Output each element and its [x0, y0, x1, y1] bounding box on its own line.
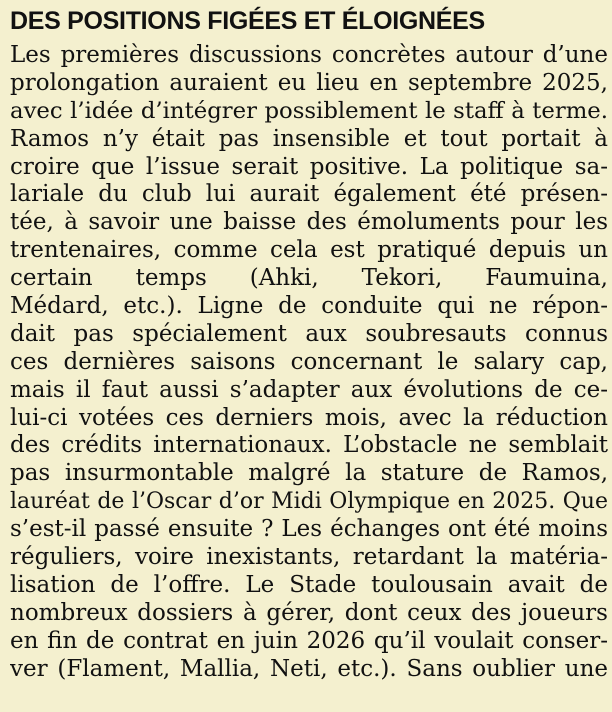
- article-line: trentenaires, comme cela est pratiqué depuis un: [10, 237, 608, 264]
- article-line: nombreux dossiers à gérer, dont ceux des joueurs: [10, 599, 608, 626]
- article-line: Ramos n’y était pas insensible et tout portait à: [10, 125, 608, 152]
- article-line: dait pas spécialement aux soubresauts connus: [10, 320, 608, 347]
- article-line: certain temps (Ahki, Tekori, Faumuina,: [10, 265, 608, 292]
- article-line: mais il faut aussi s’adapter aux évolutions de ce-: [10, 376, 608, 403]
- article-line: ver (Flament, Mallia, Neti, etc.). Sans oublier une: [10, 655, 608, 682]
- article-headline: DES POSITIONS FIGÉES ET ÉLOIGNÉES: [10, 7, 485, 35]
- article-body: [10, 42, 608, 683]
- article-line: tée, à savoir une baisse des émoluments pour les: [10, 209, 608, 236]
- article-line: Les premières discussions concrètes autour d’une: [10, 42, 608, 68]
- article-line: en fin de contrat en juin 2026 qu’il voulait conser-: [10, 627, 608, 654]
- article-line: lauréat de l’Oscar d’or Midi Olympique en 2025. Que: [10, 489, 608, 515]
- article-line: croire que l’issue serait positive. La politique sa-: [10, 153, 608, 180]
- article-line: lisation de l’offre. Le Stade toulousain avait de: [10, 571, 608, 598]
- article-line: avec l’idée d’intégrer possiblement le staff à terme.: [10, 97, 608, 124]
- article-line: prolongation auraient eu lieu en septembre 2025,: [10, 69, 608, 96]
- article-line: lariale du club lui aurait également été présen-: [10, 181, 608, 208]
- article-line: réguliers, voire inexistants, retardant la matéria-: [10, 544, 608, 571]
- article-line: lui-ci votées ces derniers mois, avec la réduction: [10, 404, 608, 431]
- article-line: s’est-il passé ensuite ? Les échanges ont été moins: [10, 516, 608, 543]
- article-line: Médard, etc.). Ligne de conduite qui ne répon-: [10, 293, 608, 320]
- article-line: des crédits internationaux. L’obstacle ne semblait: [10, 432, 608, 459]
- article-line: ces dernières saisons concernant le salary cap,: [10, 348, 608, 375]
- article-line: pas insurmontable malgré la stature de Ramos,: [10, 460, 608, 487]
